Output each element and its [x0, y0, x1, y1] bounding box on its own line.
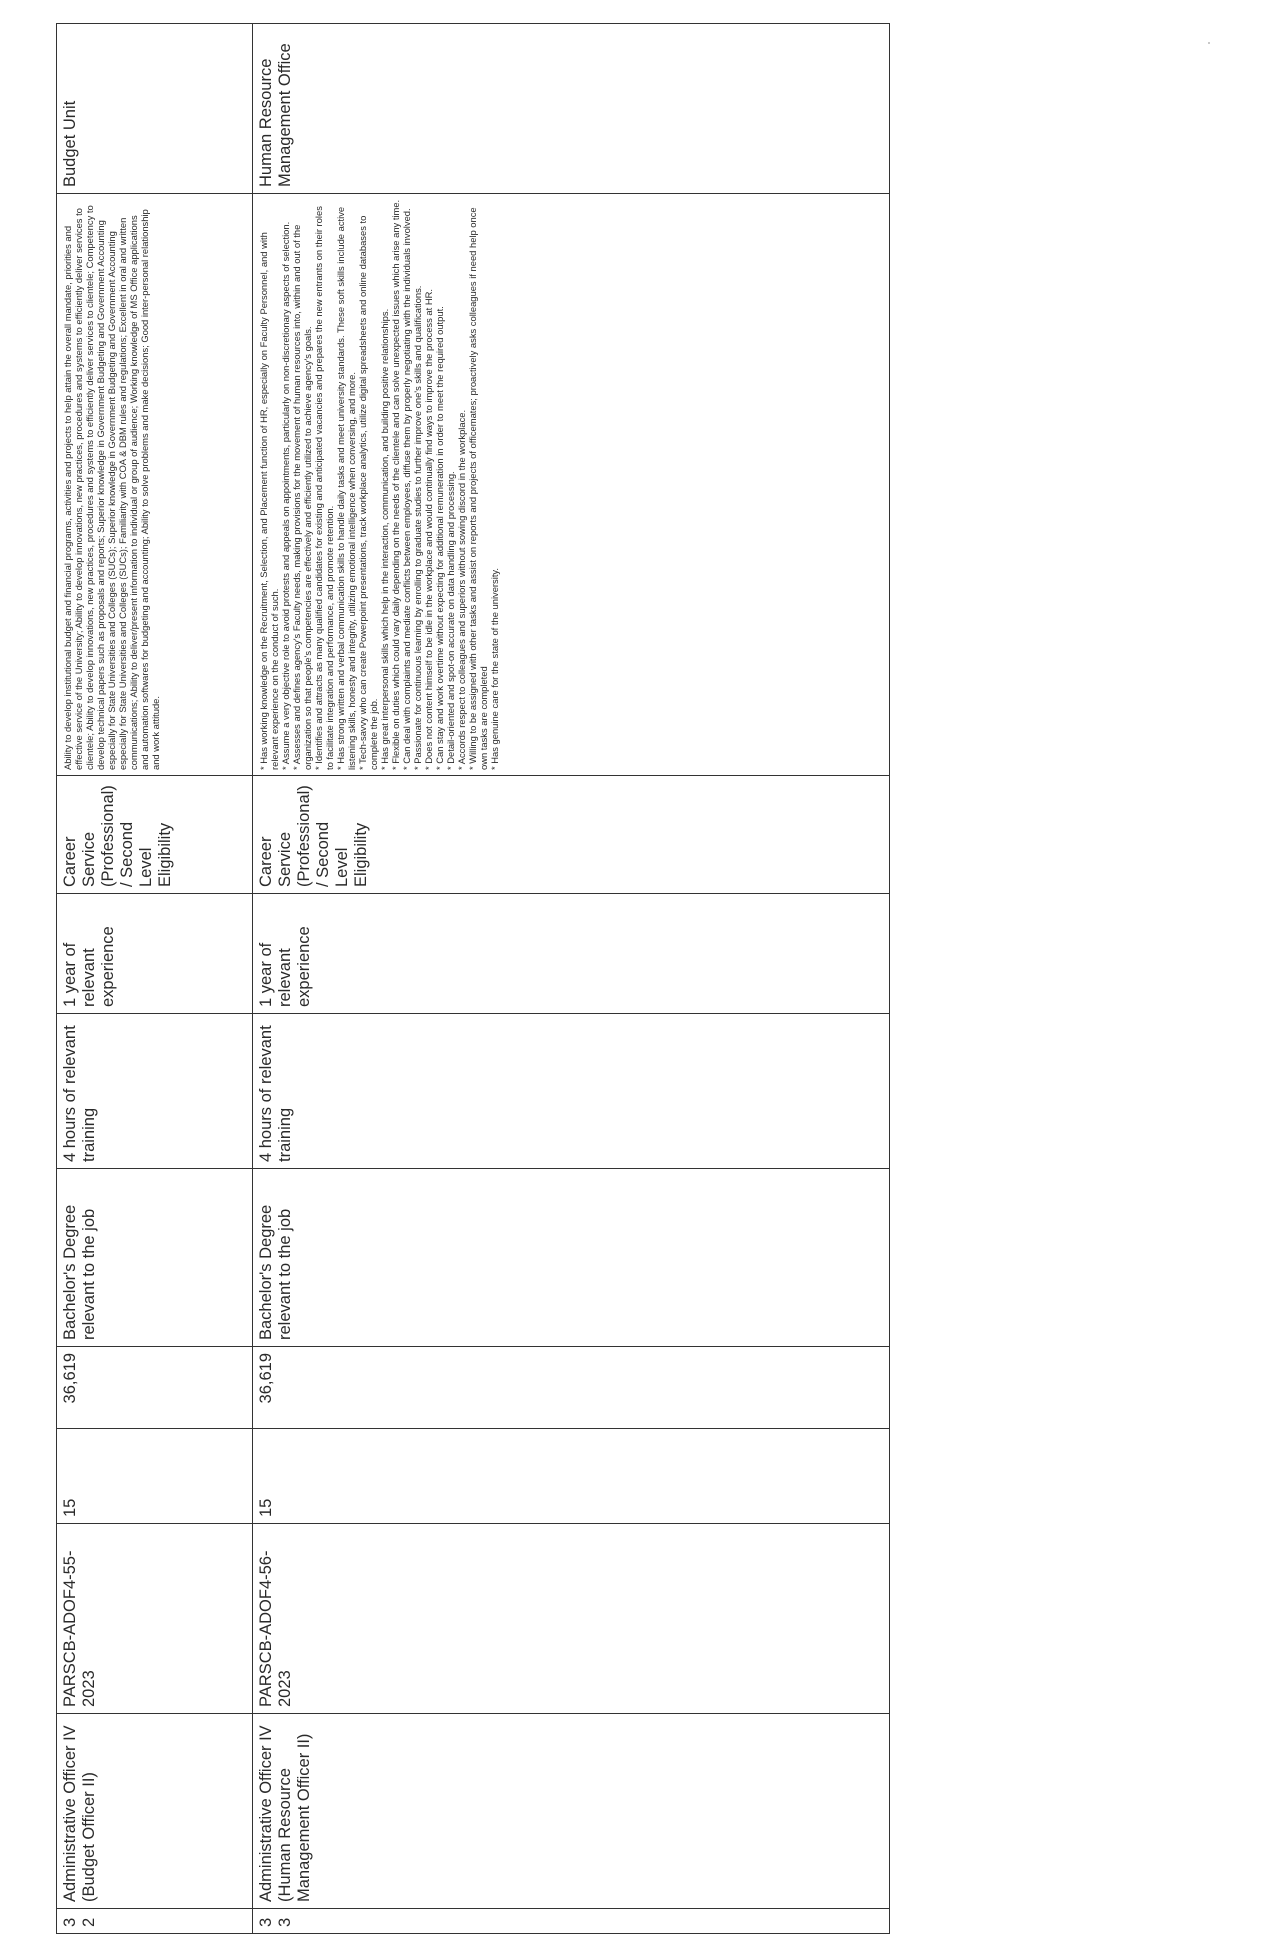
- competency-item: * Assesses and defines agency's Faculty needs, making provisions for the movement of human resources into, within and out of the organization so that people's competencies are effectively and efficiently utilized to achieve agency's goals.: [291, 224, 313, 770]
- competency-item: * Has working knowledge on the Recruitment, Selection, and Placement function of HR, especially on Faculty Personnel, and with relevant experience on the conduct of such.: [258, 232, 280, 770]
- experience-requirement: 1 year of relevant experience: [57, 894, 253, 1014]
- item-number: 33: [253, 1909, 890, 1934]
- competency-item: * Passionate for continuous learning by enrolling to graduate studies to further improve one's skills and qualifications.: [412, 285, 423, 770]
- salary-grade: 15: [57, 1429, 253, 1524]
- experience-requirement: 1 year of relevant experience: [253, 894, 890, 1014]
- place-of-assignment: Budget Unit: [57, 24, 253, 194]
- competency-item: * Accords respect to colleagues and superiors without sowing discord in the workplace.: [456, 409, 467, 770]
- competency-item: * Has great interpersonal skills which help in the interaction, communication, and building positive relationships.: [379, 308, 390, 770]
- training-requirement: 4 hours of relevant training: [57, 1014, 253, 1169]
- competency-item: * Willing to be assigned with other tasks and assist on reports and projects of officemates; proactively asks colleagues if need help once own tasks are completed: [467, 207, 489, 770]
- competency-item: * Assume a very objective role to avoid protests and appeals on appointments, particularly on non-discretionary aspects of selection.: [280, 221, 291, 770]
- competency-list: [253, 194, 890, 776]
- competency-item: * Tech-savvy who can create Powerpoint presentations, track workplace analytics, utilize digital spreadsheets and online databases to complete the job.: [357, 215, 379, 770]
- rotated-document: [56, 24, 889, 1934]
- eligibility-requirement: Career Service (Professional)/ Second Level Eligibility: [253, 776, 890, 894]
- education-requirement: Bachelor's Degree relevant to the job: [253, 1169, 890, 1347]
- competency-item: * Detail-oriented and spot-on accurate on data handling and processing.: [445, 471, 456, 770]
- training-requirement: 4 hours of relevant training: [253, 1014, 890, 1169]
- plantilla-item-code: PARSCB-ADOF4-56-2023: [253, 1524, 890, 1714]
- competency-item: * Flexible on duties which could vary daily depending on the needs of the clientele and can solve unexpected issues which arise any time.: [390, 199, 401, 770]
- competency-item: * Does not content himself to be idle in the workplace and would continually find ways to improve the process at HR.: [423, 289, 434, 770]
- salary-grade: 15: [253, 1429, 890, 1524]
- position-title: Administrative Officer IV (Human Resource Management Officer II): [253, 1714, 890, 1909]
- place-of-assignment: Human Resource Management Office: [253, 24, 890, 194]
- competency-description: Ability to develop institutional budget and financial programs, activities and projects to help attain the overall mandate, priorities and effective service of the University; Ability to develop innovations, new practices, procedures and systems to efficiently deliver services to clientele; Ability to develop innovations, new practices, procedures and systems to efficiently deliver services to clientele; Competency to develop technical papers such as proposals and reports; Superior knowledge in Government Budgeting and Government Accounting especially for State Universities and Colleges (SUCs); Superior knowledge in Government Budgeting and Government Accounting especially for State Universities and Colleges (SUCs); Familiarity with COA & DBM rules and regulations; Excellent in oral and written communications; Ability to deliver/present information to individual or group of audience; Working knowledge of MS Office applications and automation softwares for budgeting and accounting; Ability to solve problems and make decisions; Good inter-personal relationship and work attitude.: [57, 194, 253, 776]
- scan-speck: [1208, 42, 1210, 44]
- education-requirement: Bachelor's Degree relevant to the job: [57, 1169, 253, 1347]
- item-number: 32: [57, 1909, 253, 1934]
- competency-item: * Has genuine care for the state of the university.: [489, 567, 500, 770]
- competency-item: * Can deal with complaints and mediate conflicts between employees, diffuse them by properly negotiating with the individuals involved.: [401, 208, 412, 770]
- plantilla-item-code: PARSCB-ADOF4-55-2023: [57, 1524, 253, 1714]
- position-title: Administrative Officer IV (Budget Officer II): [57, 1714, 253, 1909]
- competency-item: * Can stay and work overtime without expecting for additional remuneration in order to meet the required output.: [434, 306, 445, 770]
- monthly-salary: 36,619: [253, 1347, 890, 1429]
- monthly-salary: 36,619: [57, 1347, 253, 1429]
- competency-item: * Has strong written and verbal communication skills to handle daily tasks and meet university standards. These soft skills include active listening skills, honesty and integrity, utilizing emotional intelligence when conversing, and more.: [335, 206, 357, 770]
- table-row: [253, 24, 890, 1934]
- competency-item: * Identifies and attracts as many qualified candidates for existing and anticipated vacancies and prepares the new entrants on their roles to facilitate integration and performance, and promote retention.: [313, 206, 335, 770]
- vacancy-table: [56, 23, 890, 1934]
- table-row: [57, 24, 253, 1934]
- eligibility-requirement: Career Service (Professional)/ Second Level Eligibility: [57, 776, 253, 894]
